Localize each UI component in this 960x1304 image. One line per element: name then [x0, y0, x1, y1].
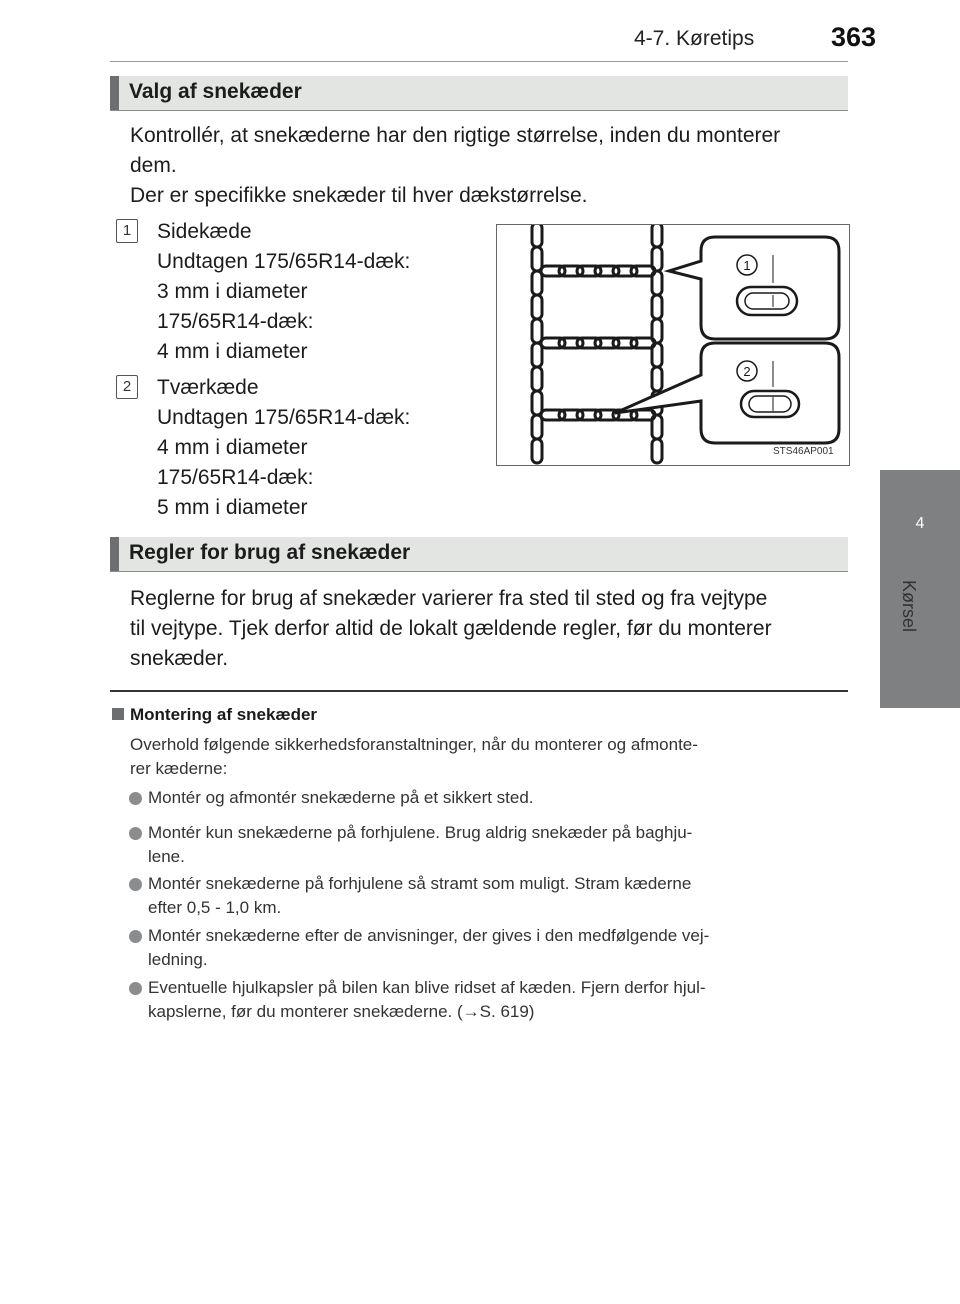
cross-chain-spec — [157, 373, 410, 523]
side-chain-spec — [157, 217, 410, 367]
callout-side-chain — [669, 237, 839, 339]
section1-intro — [130, 121, 848, 211]
spec-line: 175/65R14-dæk: — [157, 310, 314, 333]
bullet-line: Montér og afmontér snekæderne på et sikkert sted. — [148, 788, 534, 807]
section-title: Regler for brug af snekæder — [129, 541, 411, 564]
section-reference: 4-7. Køretips — [634, 27, 755, 50]
cross-chain-bottom — [541, 410, 655, 420]
body-line: snekæder. — [130, 647, 229, 670]
bullet-line: Montér snekæderne efter de anvisninger, der gives i den medfølgende vej- — [148, 926, 710, 945]
page-number: 363 — [831, 22, 877, 52]
bullet-icon — [129, 792, 142, 805]
chain-diagram — [497, 225, 849, 465]
callout-number-1: 1 — [743, 258, 751, 273]
spec-line: Tværkæde — [157, 376, 259, 399]
page-reference-link[interactable]: S. 619) — [479, 1002, 535, 1021]
spec-line: 4 mm i diameter — [157, 340, 308, 363]
chapter-tab-number: 4 — [915, 515, 925, 532]
heading-accent-bar — [110, 537, 119, 571]
body-line: til vejtype. Tjek derfor altid de lokalt gældende regler, før du monterer — [130, 617, 772, 640]
spec-line: Sidekæde — [157, 220, 252, 243]
bullet-line: Montér kun snekæderne på forhjulene. Brug aldrig snekæder på baghju- — [148, 823, 693, 842]
bullet-line: ledning. — [148, 950, 208, 969]
bullet-item — [148, 924, 842, 972]
bullet-item — [148, 976, 842, 1024]
header-divider — [110, 61, 848, 62]
bullet-icon — [129, 878, 142, 891]
intro-line: Overhold følgende sikkerhedsforanstaltninger, når du monterer og afmonte- — [130, 735, 698, 754]
bullet-item — [148, 786, 842, 810]
section2-body — [130, 584, 842, 674]
section-heading-chain-selection — [110, 76, 848, 111]
mounting-intro — [130, 733, 842, 781]
bullet-icon — [129, 827, 142, 840]
intro-line: dem. — [130, 154, 177, 177]
cross-chain-middle — [541, 338, 655, 348]
section-heading-chain-rules — [110, 537, 848, 572]
intro-line: Der er specifikke snekæder til hver dækstørrelse. — [130, 184, 588, 207]
spec-line: Undtagen 175/65R14-dæk: — [157, 250, 411, 273]
square-bullet-icon — [112, 708, 124, 720]
bullet-line-part: kapslerne, før du monterer snekæderne. ( — [148, 1002, 463, 1021]
bullet-icon — [129, 982, 142, 995]
chapter-tab-label: Kørsel — [899, 580, 919, 633]
spec-line: 3 mm i diameter — [157, 280, 308, 303]
callout-cross-chain — [615, 343, 839, 443]
bullet-line: Montér snekæderne på forhjulene så stramt som muligt. Stram kæderne — [148, 874, 692, 893]
bullet-line: lene. — [148, 847, 185, 866]
item-number-2: 2 — [116, 375, 138, 399]
intro-line: Kontrollér, at snekæderne har den rigtige størrelse, inden du monterer — [130, 124, 781, 147]
snow-chain-illustration — [496, 224, 850, 466]
figure-caption: STS46AP001 — [773, 446, 834, 457]
mounting-heading — [112, 705, 317, 725]
bullet-item — [148, 821, 842, 869]
mounting-title: Montering af snekæder — [130, 705, 318, 724]
body-line: Reglerne for brug af snekæder varierer fra sted til sted og fra vejtype — [130, 587, 768, 610]
callout-number-2: 2 — [743, 364, 751, 379]
page-reference-arrow-icon: → — [462, 1002, 480, 1021]
spec-line: 5 mm i diameter — [157, 496, 308, 519]
intro-line: rer kæderne: — [130, 759, 228, 778]
chapter-tab — [880, 470, 960, 708]
spec-line: 4 mm i diameter — [157, 436, 308, 459]
item-number-1: 1 — [116, 219, 138, 243]
bullet-line: efter 0,5 - 1,0 km. — [148, 898, 282, 917]
section-divider — [110, 690, 848, 692]
spec-line: 175/65R14-dæk: — [157, 466, 314, 489]
bullet-item — [148, 872, 842, 920]
heading-accent-bar — [110, 76, 119, 110]
bullet-line — [148, 1000, 842, 1024]
bullet-line: Eventuelle hjulkapsler på bilen kan blive ridset af kæden. Fjern derfor hjul- — [148, 978, 706, 997]
cross-chain-top — [541, 266, 655, 276]
bullet-icon — [129, 930, 142, 943]
spec-line: Undtagen 175/65R14-dæk: — [157, 406, 411, 429]
section-title: Valg af snekæder — [129, 80, 302, 103]
